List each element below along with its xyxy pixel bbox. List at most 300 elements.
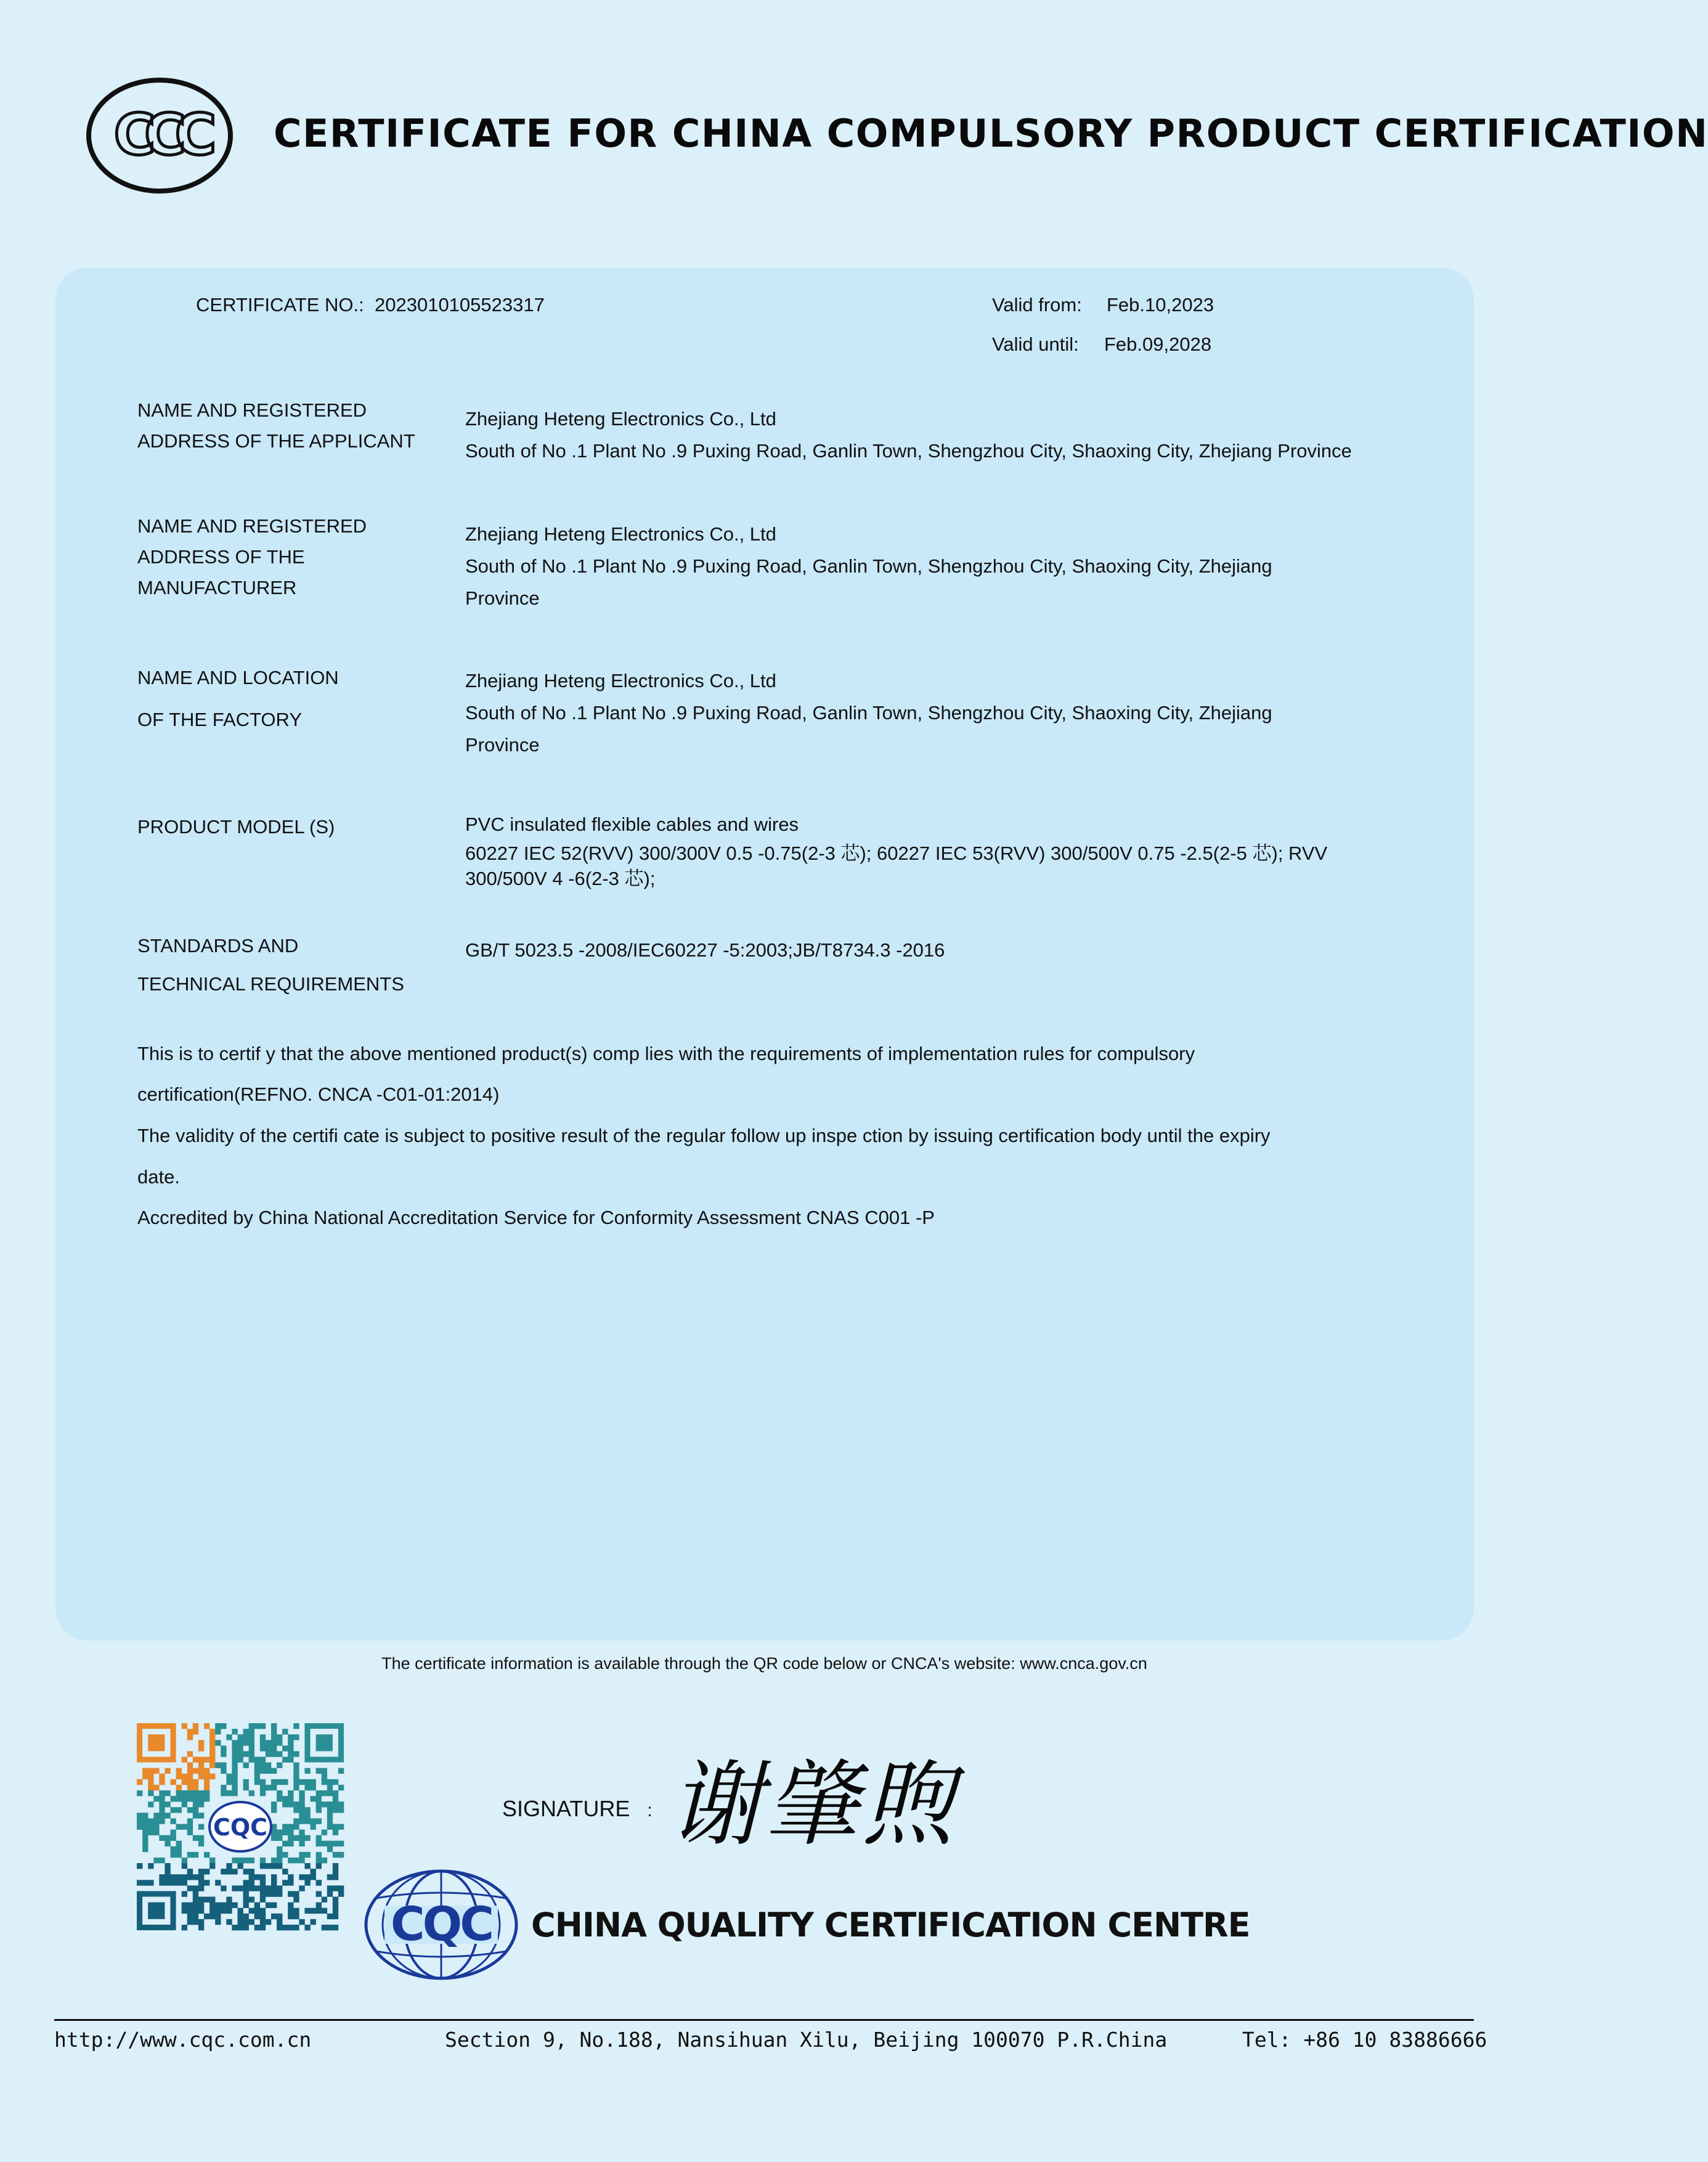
qr-module [187,1774,193,1779]
qr-module [249,1790,254,1796]
qr-module [277,1891,282,1896]
qr-module [282,1824,288,1829]
qr-module [159,1858,165,1863]
qr-module [288,1790,293,1796]
qr-module [260,1785,266,1790]
qr-module [159,1779,165,1785]
qr-module [249,1740,254,1745]
qr-module [198,1841,204,1846]
qr-module [282,1745,288,1751]
qr-module [198,1801,204,1807]
qr-module [165,1835,170,1841]
qr-module [226,1790,232,1796]
qr-module [260,1919,266,1925]
qr-module [322,1779,327,1785]
qr-module [142,1768,148,1774]
qr-module [198,1903,204,1908]
qr-module [271,1835,277,1841]
qr-module [288,1796,293,1801]
qr-module [187,1763,193,1768]
qr-module [198,1796,204,1801]
qr-module [182,1925,187,1930]
qr-module [198,1919,204,1925]
qr-module [327,1846,333,1852]
qr-module [237,1908,243,1914]
qr-module [243,1779,249,1785]
qr-module [176,1846,182,1852]
qr-module [193,1835,198,1841]
qr-module [243,1903,249,1908]
qr-module [209,1734,215,1740]
qr-module [288,1756,293,1762]
qr-module [193,1852,198,1858]
qr-module [176,1796,182,1801]
qr-module [277,1790,282,1796]
qr-module [293,1751,299,1756]
qr-module [333,1914,338,1919]
qr-module [137,1824,142,1829]
qr-module [288,1880,293,1885]
qr-module [221,1785,226,1790]
qr-module [182,1790,187,1796]
qr-module [221,1903,226,1908]
manufacturer-label: NAME AND REGISTERED ADDRESS OF THE MANUFACTURER [137,515,367,598]
qr-module [304,1835,310,1841]
qr-module [187,1807,193,1813]
qr-module [187,1830,193,1835]
statement-line-5: Accredited by China National Accreditation Service for Conformity Assessment CNAS C001 -P [137,1207,935,1228]
qr-module [176,1807,182,1813]
qr-module [338,1785,344,1790]
qr-module [333,1779,338,1785]
qr-module [193,1801,198,1807]
qr-module [316,1790,322,1796]
qr-module [266,1740,271,1745]
qr-module [137,1790,142,1796]
qr-module [221,1869,226,1874]
qr-module [333,1807,338,1813]
qr-module [282,1729,288,1734]
qr-module [277,1734,282,1740]
qr-module [187,1919,193,1925]
qr-module [282,1869,288,1874]
qr-module [187,1908,193,1914]
footer-divider [54,2019,1474,2021]
qr-module [327,1874,333,1880]
qr-module [327,1818,333,1824]
product-model-value: PVC insulated flexible cables and wires 60227 IEC 52(RVV) 300/300V 0.5 -0.75(2-3 芯); 60227 IEC 53(RVV) 300/500V 0.75 -2.5(2-5 芯); RVV 300/500V 4 -6(2-3 芯); [465,814,1328,889]
qr-module [316,1807,322,1813]
qr-module [277,1830,282,1835]
qr-finder [148,1903,165,1919]
qr-module [170,1846,176,1852]
qr-module [333,1897,338,1903]
qr-module [277,1779,282,1785]
qr-module [282,1801,288,1807]
qr-code[interactable] [137,1723,344,1930]
standards-label: STANDARDS AND TECHNICAL REQUIREMENTS [137,935,404,995]
qr-module [182,1779,187,1785]
qr-module [193,1908,198,1914]
qr-module [299,1830,304,1835]
qr-module [137,1818,142,1824]
qr-module [193,1897,198,1903]
qr-module [209,1751,215,1756]
qr-module [209,1745,215,1751]
qr-module [249,1874,254,1880]
qr-module [333,1874,338,1880]
qr-module [209,1740,215,1745]
qr-module [304,1785,310,1790]
qr-module [221,1885,226,1891]
qr-module [193,1874,198,1880]
qr-module [215,1919,221,1925]
qr-module [182,1756,187,1762]
qr-module [254,1763,260,1768]
qr-module [327,1790,333,1796]
certificate-no-value: 2023010105523317 [375,294,545,316]
qr-module [198,1813,204,1818]
qr-module [198,1774,204,1779]
qr-module [271,1885,277,1891]
qr-module [198,1763,204,1768]
qr-module [271,1914,277,1919]
qr-module [266,1745,271,1751]
qr-module [327,1891,333,1896]
qr-module [226,1908,232,1914]
standards-value: GB/T 5023.5 -2008/IEC60227 -5:2003;JB/T8734.3 -2016 [465,939,945,961]
qr-module [237,1914,243,1919]
qr-module [333,1863,338,1869]
qr-module [243,1734,249,1740]
qr-module [232,1729,237,1734]
qr-module [198,1756,204,1762]
qr-module [148,1768,153,1774]
qr-module [299,1779,304,1785]
qr-center-logo-text: CQC [213,1814,268,1841]
qr-module [327,1801,333,1807]
footer-address: Section 9, No.188, Nansihuan Xilu, Beijing 100070 P.R.China [445,2028,1168,2052]
qr-module [288,1903,293,1908]
statement-line-1: This is to certif y that the above mentioned product(s) comp lies with the requirements of implementation rules for compulsory [137,1043,1195,1064]
ccc-logo [85,75,234,196]
factory-value: Zhejiang Heteng Electronics Co., Ltd South of No .1 Plant No .9 Puxing Road, Ganlin Town, Shengzhou City, Shaoxing City, Zhejiang Province [465,670,1272,756]
qr-module [249,1745,254,1751]
qr-module [193,1919,198,1925]
certificate-no-label: CERTIFICATE NO.: [196,294,364,316]
qr-module [288,1734,293,1740]
qr-module [260,1740,266,1745]
qr-module [176,1785,182,1790]
qr-module [299,1858,304,1863]
qr-module [299,1796,304,1801]
qr-module [316,1835,322,1841]
qr-module [148,1790,153,1796]
qr-module [232,1885,237,1891]
qr-module [338,1824,344,1829]
qr-module [176,1824,182,1829]
qr-module [170,1818,176,1824]
qr-module [237,1925,243,1930]
qr-module [327,1925,333,1930]
qr-module [260,1863,266,1869]
qr-module [193,1779,198,1785]
qr-module [193,1723,198,1729]
qr-module [316,1880,322,1885]
qr-module [277,1852,282,1858]
qr-module [293,1774,299,1779]
qr-module [288,1925,293,1930]
qr-module [333,1790,338,1796]
qr-module [232,1745,237,1751]
qr-module [215,1763,221,1768]
qr-module [254,1756,260,1762]
qr-module [293,1914,299,1919]
qr-module [170,1796,176,1801]
qr-module [243,1885,249,1891]
qr-module [277,1740,282,1745]
qr-module [159,1801,165,1807]
qr-module [215,1880,221,1885]
qr-module [249,1723,254,1729]
qr-module [187,1796,193,1801]
statement-line-3: The validity of the certifi cate is subject to positive result of the regular follow up inspe ction by issuing certification body until the expiry [137,1125,1271,1146]
qr-module [204,1723,209,1729]
qr-module [215,1729,221,1734]
qr-module [249,1919,254,1925]
qr-module [271,1768,277,1774]
qr-module [165,1880,170,1885]
qr-module [338,1841,344,1846]
qr-module [232,1756,237,1762]
qr-module [311,1796,316,1801]
qr-module [293,1835,299,1841]
qr-module [193,1914,198,1919]
qr-module [193,1756,198,1762]
qr-module [260,1874,266,1880]
qr-module [288,1841,293,1846]
statement-line-2: certification(REFNO. CNCA -C01-01:2014) [137,1083,500,1105]
qr-module [137,1863,142,1869]
qr-module [204,1796,209,1801]
qr-module [176,1841,182,1846]
qr-module [198,1745,204,1751]
qr-module [266,1891,271,1896]
qr-module [338,1885,344,1891]
qr-module [237,1885,243,1891]
qr-module [271,1874,277,1880]
qr-module [311,1785,316,1790]
footer-tel: Tel: +86 10 83886666 [1242,2028,1487,2052]
qr-module [266,1863,271,1869]
factory-label: NAME AND LOCATION OF THE FACTORY [137,667,339,730]
qr-module [226,1863,232,1869]
qr-module [243,1729,249,1734]
qr-module [243,1869,249,1874]
qr-module [182,1891,187,1896]
qr-module [243,1858,249,1863]
qr-module [204,1779,209,1785]
qr-module [260,1745,266,1751]
footer-website[interactable]: http://www.cqc.com.cn [54,2028,312,2052]
qr-module [304,1818,310,1824]
qr-module [165,1869,170,1874]
product-model-label: PRODUCT MODEL (S) [137,816,335,838]
qr-module [170,1779,176,1785]
qr-module [159,1813,165,1818]
qr-module [322,1908,327,1914]
qr-module [232,1869,237,1874]
qr-module [266,1763,271,1768]
qr-module [198,1835,204,1841]
qr-module [249,1756,254,1762]
qr-module [142,1830,148,1835]
qr-module [266,1919,271,1925]
qr-module [243,1740,249,1745]
qr-module [176,1774,182,1779]
qr-module [249,1751,254,1756]
qr-module [204,1880,209,1885]
qr-module [293,1824,299,1829]
qr-module [170,1835,176,1841]
qr-module [232,1779,237,1785]
qr-module [187,1729,193,1734]
qr-module [277,1763,282,1768]
qr-module [204,1790,209,1796]
qr-module [333,1885,338,1891]
valid-until-label: Valid until: [992,333,1079,355]
qr-module [226,1734,232,1740]
qr-module [193,1891,198,1896]
qr-module [327,1807,333,1813]
qr-module [198,1897,204,1903]
qr-module [333,1801,338,1807]
qr-module [221,1745,226,1751]
qr-module [271,1880,277,1885]
qr-module [282,1852,288,1858]
qr-module [198,1925,204,1930]
qr-module [176,1852,182,1858]
qr-module [165,1863,170,1869]
qr-module [338,1807,344,1813]
qr-module [316,1841,322,1846]
qr-module [237,1919,243,1925]
qr-module [260,1891,266,1896]
qr-module [243,1785,249,1790]
qr-module [153,1858,159,1863]
qr-module [322,1830,327,1835]
qr-module [282,1841,288,1846]
qr-module [182,1774,187,1779]
qr-module [288,1801,293,1807]
qr-module [215,1723,221,1729]
qr-module [299,1790,304,1796]
qr-module [277,1835,282,1841]
qr-info-line: The certificate information is available through the QR code below or CNCA's website: www.cnca.gov.cn [381,1654,1147,1673]
valid-from-label: Valid from: [992,294,1082,316]
qr-module [333,1824,338,1829]
qr-module [316,1903,322,1908]
qr-module [237,1751,243,1756]
qr-module [327,1779,333,1785]
qr-module [333,1830,338,1835]
qr-module [260,1914,266,1919]
qr-module [249,1908,254,1914]
qr-module [282,1756,288,1762]
qr-module [193,1813,198,1818]
qr-module [271,1723,277,1729]
qr-module [142,1835,148,1841]
qr-module [237,1734,243,1740]
qr-module [293,1785,299,1790]
qr-module [293,1891,299,1896]
qr-module [316,1796,322,1801]
qr-module [271,1858,277,1863]
qr-module [338,1768,344,1774]
qr-module [226,1869,232,1874]
qr-module [170,1807,176,1813]
qr-module [182,1874,187,1880]
qr-module [187,1785,193,1790]
qr-module [333,1908,338,1914]
qr-module [260,1897,266,1903]
qr-module [260,1779,266,1785]
qr-module [142,1818,148,1824]
qr-module [316,1908,322,1914]
qr-module [142,1824,148,1829]
qr-module [204,1768,209,1774]
qr-module [304,1925,310,1930]
qr-module [209,1729,215,1734]
qr-module [243,1880,249,1885]
qr-module [271,1863,277,1869]
qr-module [159,1880,165,1885]
qr-module [232,1740,237,1745]
qr-module [148,1880,153,1885]
qr-module [221,1908,226,1914]
qr-module [165,1813,170,1818]
qr-module [293,1818,299,1824]
qr-module [293,1768,299,1774]
qr-module [333,1903,338,1908]
qr-module [277,1919,282,1925]
qr-module [243,1914,249,1919]
qr-module [288,1874,293,1880]
qr-module [299,1818,304,1824]
qr-module [254,1914,260,1919]
qr-module [304,1852,310,1858]
qr-module [148,1779,153,1785]
qr-module [254,1779,260,1785]
qr-module [299,1919,304,1925]
statement-line-4: date. [137,1166,180,1188]
qr-module [260,1858,266,1863]
qr-module [153,1796,159,1801]
qr-module [288,1751,293,1756]
qr-module [333,1869,338,1874]
qr-module [316,1818,322,1824]
qr-module [271,1734,277,1740]
valid-from-value: Feb.10,2023 [1107,294,1214,316]
applicant-value: Zhejiang Heteng Electronics Co., Ltd South of No .1 Plant No .9 Puxing Road, Ganlin Town, Shengzhou City, Shaoxing City, Zhejiang Province [465,408,1352,462]
qr-module [237,1745,243,1751]
qr-module [182,1908,187,1914]
qr-module [142,1774,148,1779]
qr-module [165,1801,170,1807]
qr-module [209,1897,215,1903]
qr-module [153,1813,159,1818]
qr-module [232,1751,237,1756]
